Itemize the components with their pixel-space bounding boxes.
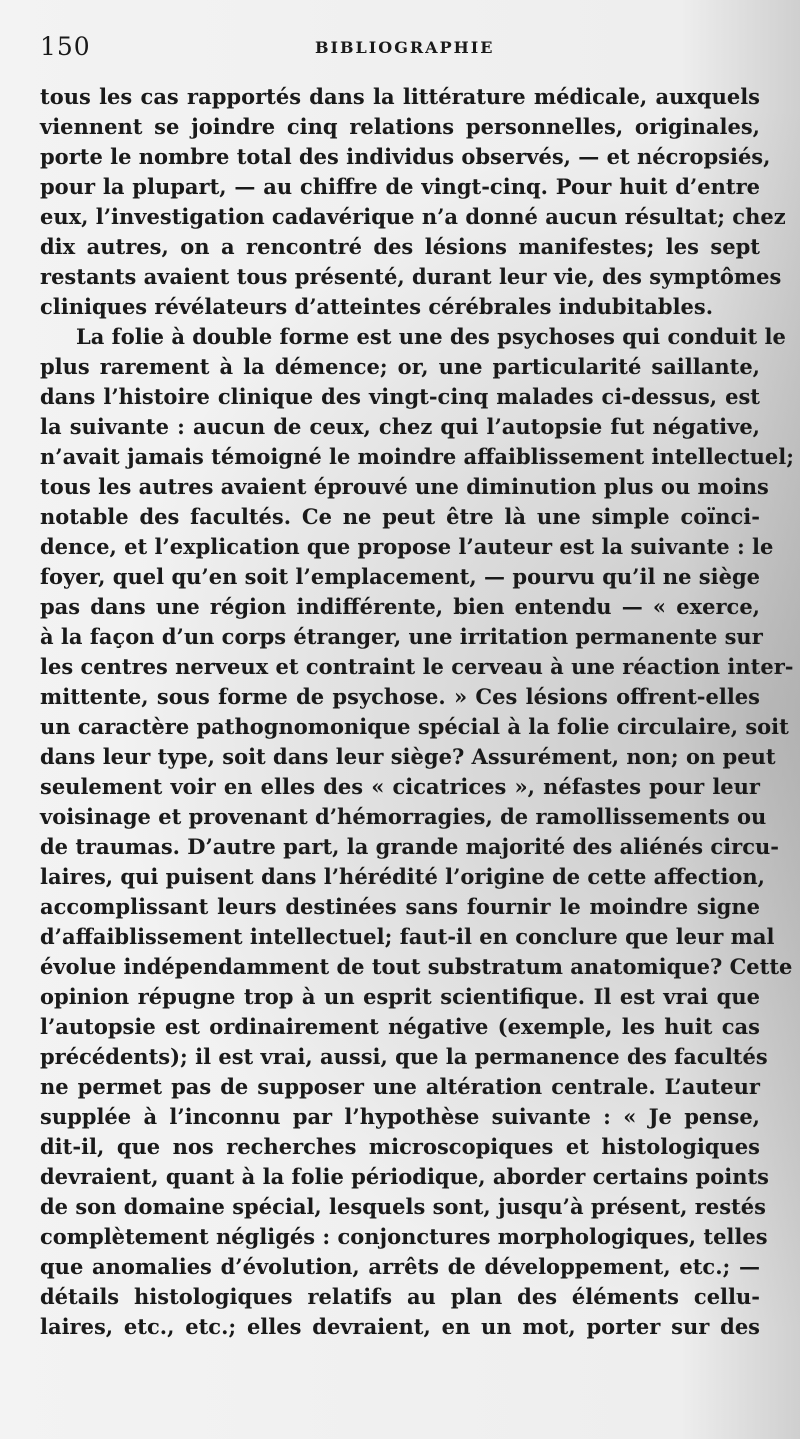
text-line: dans l’histoire clinique des vingt-cinq malades ci-dessus, est xyxy=(40,384,760,409)
body-text xyxy=(40,82,794,1342)
text-line: complètement négligés : conjonctures morphologiques, telles xyxy=(40,1224,768,1249)
text-line: l’autopsie est ordinairement négative (exemple, les huit cas xyxy=(40,1014,760,1039)
text-line: les centres nerveux et contraint le cerveau à une réaction inter- xyxy=(40,654,794,679)
text-line: seulement voir en elles des « cicatrices », néfastes pour leur xyxy=(40,774,760,799)
text-line: que anomalies d’évolution, arrêts de développement, etc.; — xyxy=(40,1254,760,1279)
text-line: tous les autres avaient éprouvé une diminution plus ou moins xyxy=(40,474,769,499)
text-line: mittente, sous forme de psychose. » Ces lésions offrent-elles xyxy=(40,684,760,709)
text-line: viennent se joindre cinq relations personnelles, originales, xyxy=(40,114,760,139)
page-header xyxy=(40,30,760,64)
text-line: foyer, quel qu’en soit l’emplacement, — pourvu qu’il ne siège xyxy=(40,564,760,589)
text-line: accomplissant leurs destinées sans fournir le moindre signe xyxy=(40,894,760,919)
text-line: détails histologiques relatifs au plan des éléments cellu- xyxy=(40,1284,760,1309)
text-line: dans leur type, soit dans leur siège? Assurément, non; on peut xyxy=(40,744,776,769)
text-line: tous les cas rapportés dans la littérature médicale, auxquels xyxy=(40,84,760,109)
text-line: évolue indépendamment de tout substratum anatomique? Cette xyxy=(40,954,793,979)
text-line: laires, qui puisent dans l’hérédité l’origine de cette affection, xyxy=(40,864,765,889)
text-line: plus rarement à la démence; or, une particularité saillante, xyxy=(40,354,760,379)
text-line: de son domaine spécial, lesquels sont, jusqu’à présent, restés xyxy=(40,1194,766,1219)
text-line: pas dans une région indifférente, bien entendu — « exerce, xyxy=(40,594,760,619)
text-line: la suivante : aucun de ceux, chez qui l’autopsie fut négative, xyxy=(40,414,760,439)
text-line: eux, l’investigation cadavérique n’a donné aucun résultat; chez xyxy=(40,204,786,229)
paragraph-start-line: La folie à double forme est une des psychoses qui conduit le xyxy=(76,324,786,349)
text-line: ne permet pas de supposer une altération centrale. L’auteur xyxy=(40,1074,760,1099)
text-line: de traumas. D’autre part, la grande majorité des aliénés circu- xyxy=(40,834,779,859)
paragraph-end-line: cliniques révélateurs d’atteintes cérébrales indubitables. xyxy=(40,294,714,319)
text-line: d’affaiblissement intellectuel; faut-il en conclure que leur mal xyxy=(40,924,775,949)
text-line: laires, etc., etc.; elles devraient, en un mot, porter sur des xyxy=(40,1314,760,1339)
text-line: supplée à l’inconnu par l’hypothèse suivante : « Je pense, xyxy=(40,1104,760,1129)
text-line: devraient, quant à la folie périodique, aborder certains points xyxy=(40,1164,769,1189)
text-line: pour la plupart, — au chiffre de vingt-cinq. Pour huit d’entre xyxy=(40,174,760,199)
text-line: voisinage et provenant d’hémorragies, de ramollissements ou xyxy=(40,804,767,829)
text-line: n’avait jamais témoigné le moindre affaiblissement intellectuel; xyxy=(40,444,794,469)
text-line: à la façon d’un corps étranger, une irritation permanente sur xyxy=(40,624,763,649)
text-line: restants avaient tous présenté, durant leur vie, des symptômes xyxy=(40,264,782,289)
text-line: porte le nombre total des individus observés, — et nécropsiés, xyxy=(40,144,771,169)
text-line: notable des facultés. Ce ne peut être là une simple coïnci- xyxy=(40,504,760,529)
text-line: précédents); il est vrai, aussi, que la permanence des facultés xyxy=(40,1044,768,1069)
text-line: un caractère pathognomonique spécial à la folie circulaire, soit xyxy=(40,714,789,739)
text-line: dence, et l’explication que propose l’auteur est la suivante : le xyxy=(40,534,774,559)
running-head: BIBLIOGRAPHIE xyxy=(315,38,495,57)
text-line: dit-il, que nos recherches microscopiques et histologiques xyxy=(40,1134,760,1159)
page-number: 150 xyxy=(40,32,91,61)
text-line: opinion répugne trop à un esprit scientifique. Il est vrai que xyxy=(40,984,760,1009)
text-line: dix autres, on a rencontré des lésions manifestes; les sept xyxy=(40,234,760,259)
